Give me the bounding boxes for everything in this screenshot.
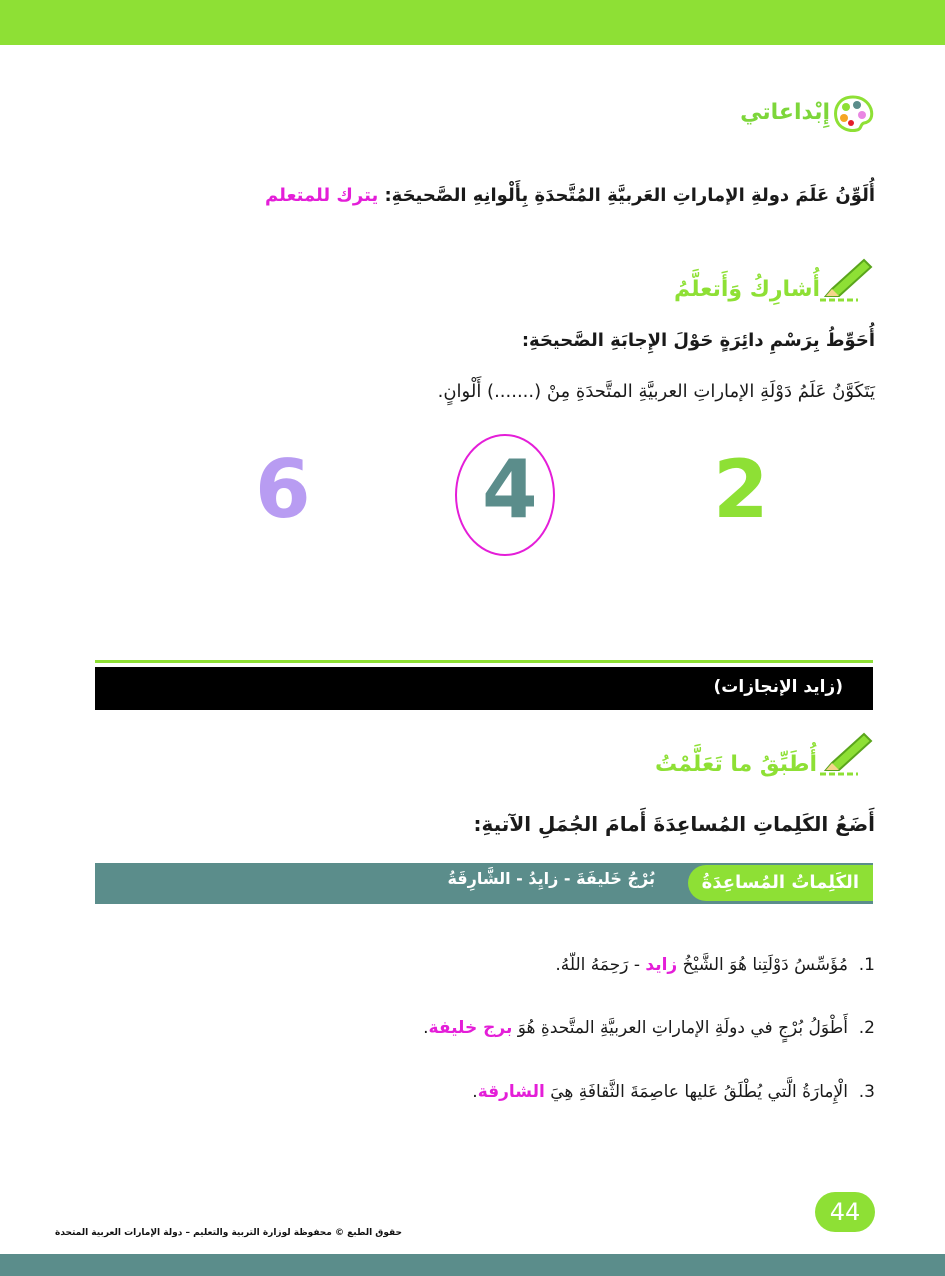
item-answer: برج خليفة	[428, 1018, 513, 1038]
answer-circle	[455, 434, 555, 556]
pencil-icon	[818, 730, 876, 776]
section-title-practice: أُطَبِّقُ ما تَعَلَّمْتُ	[655, 752, 817, 777]
section-title-ibdaati: إِبْداعاتي	[740, 100, 830, 125]
question-text: أُلَوِّنُ عَلَمَ دولةِ الإماراتِ العَربيَّةِ المُتَّحدَةِ بِأَلْوانِهِ الصَّحيحَةِ:	[378, 185, 875, 206]
list-item	[472, 1082, 875, 1102]
bottom-bar	[0, 1254, 945, 1276]
palette-icon	[831, 94, 875, 134]
item-text-end: - رَحِمَهُ اللّهُ.	[555, 955, 646, 975]
item-number: 1.	[858, 955, 875, 975]
option-six[interactable]: 6	[255, 443, 311, 536]
pencil-icon	[818, 256, 876, 302]
item-text-end: .	[472, 1082, 478, 1102]
helper-label: الكَلِماتُ المُساعِدَةُ	[688, 865, 873, 901]
list-item	[555, 955, 875, 975]
option-four[interactable]: 4	[482, 443, 538, 536]
item-text: الْإِمارَةُ الَّتي يُطْلَقُ عَليها عاصِمَةَ الثَّقافَةِ هِيَ	[544, 1082, 848, 1102]
helper-words-bar	[95, 863, 873, 904]
page-number: 44	[815, 1192, 875, 1232]
copyright-text: حقوق الطبع © محفوظة لوزارة التربية والتعليم – دولة الإمارات العربية المتحدة	[55, 1228, 402, 1238]
item-text: أَطْوَلُ بُرْجٍ في دولَةِ الإماراتِ العربيَّةِ المتَّحدةِ هُوَ	[512, 1018, 848, 1038]
item-text: مُؤَسِّسُ دَوْلَتِنا هُوَ الشَّيْخُ	[677, 955, 848, 975]
option-two[interactable]: 2	[713, 443, 769, 536]
list-item	[423, 1018, 875, 1038]
question-circle-answer: أُحَوِّطُ بِرَسْمِ دائِرَةٍ حَوْلَ الإِجابَةِ الصَّحيحَةِ:	[521, 330, 875, 351]
answer-text: يترك للمتعلم	[264, 185, 379, 206]
question-color-flag	[265, 185, 875, 206]
item-number: 3.	[858, 1082, 875, 1102]
item-answer: الشارقة	[477, 1082, 545, 1102]
question-flag-colors: يَتَكَوَّنُ عَلَمُ دَوْلَةِ الإماراتِ العربيَّةِ المتَّحدَةِ مِنْ (.......) أَلْوانٍ.	[437, 381, 875, 402]
banner-text: (زايد الإنجازات)	[713, 677, 843, 697]
item-text-end: .	[423, 1018, 429, 1038]
banner	[95, 667, 873, 710]
item-answer: زايد	[645, 955, 678, 975]
section-title-share-learn: أُشارِكُ وَأَتعلَّمُ	[673, 277, 820, 302]
helper-words: بُرْجُ خَليفَةَ - زايِدُ - الشَّارِقَةُ	[447, 869, 655, 888]
item-number: 2.	[858, 1018, 875, 1038]
question-fill-words: أَضَعُ الكَلِماتِ المُساعِدَةَ أَمامَ الجُمَلِ الآتيةِ:	[473, 812, 875, 836]
top-bar	[0, 0, 945, 45]
divider	[95, 660, 873, 663]
